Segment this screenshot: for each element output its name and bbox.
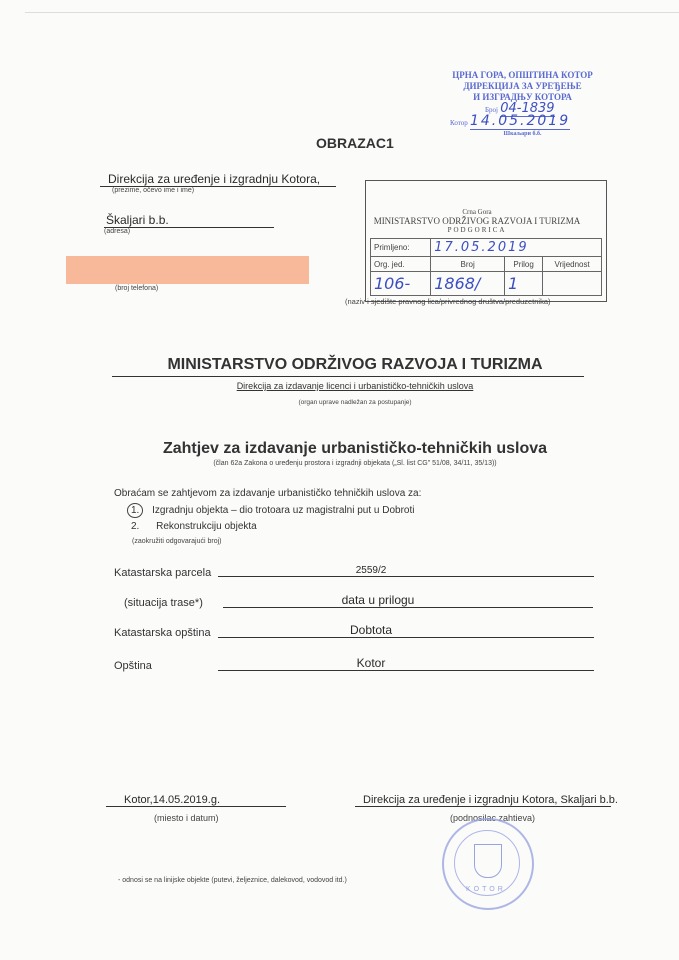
applicant-name: [100, 172, 336, 194]
authority-title: MINISTARSTVO ODRŽIVOG RAZVOJA I TURIZMA: [167, 356, 543, 373]
stamp-line-2: ДИРЕКЦИЈА ЗА УРЕЂЕЊЕ: [463, 81, 582, 91]
applicant-name-value: Direkcija za uređenje i izgradnju Kotora,: [100, 172, 336, 187]
request-title: Zahtjev za izdavanje urbanističko-tehničkih uslova: [162, 440, 548, 457]
option-2-number: 2.: [131, 521, 140, 532]
value-vrijednost: [543, 272, 602, 296]
authority-directorate: Direkcija za izdavanje licenci i urbanističko-tehničkih uslova: [236, 381, 474, 391]
form-title: OBRAZAC1: [316, 135, 394, 151]
field-value-situacija: data u prilogu: [223, 593, 593, 608]
place-date-caption: (miesto i datum): [154, 813, 219, 823]
registry-ministry: MINISTARSTVO ODRŽIVOG RAZVOJA I TURIZMA: [373, 216, 581, 226]
applicant-name-caption: (prezime, očevo ime i ime): [112, 187, 195, 194]
applicant-address-value: Škaljari b.b.: [104, 213, 274, 228]
place-date: [106, 794, 286, 823]
value-prilog: 1: [505, 272, 543, 296]
round-seal: [442, 818, 534, 910]
option-1: [127, 503, 415, 518]
phone-redaction: [66, 256, 309, 284]
seal-crest-icon: [474, 844, 502, 878]
field-value-parcela: 2559/2: [218, 565, 594, 577]
stamp-date: Котор 14.05.2019: [450, 113, 571, 129]
stamp-line-1: ЦРНА ГОРА, ОПШТИНА КОТОР: [452, 70, 593, 80]
seal-text: KOTOR: [466, 886, 506, 893]
header-broj: Broj: [431, 257, 505, 272]
applicant-signature-caption: (podnosilac zahtieva): [450, 813, 536, 823]
options-hint: (zaokružiti odgovarajući broj): [132, 538, 222, 545]
option-2: [131, 521, 257, 532]
field-label-opstina: Opština: [114, 660, 152, 672]
option-2-label: Rekonstrukciju objekta: [156, 521, 257, 532]
field-value-ko: Dobtota: [218, 623, 594, 638]
header-vrijednost: Vrijednost: [543, 257, 602, 272]
received-value: 17.05.2019: [431, 239, 602, 257]
scan-edge: [25, 12, 679, 13]
field-value-opstina: Kotor: [218, 656, 594, 671]
option-1-number: 1.: [127, 503, 143, 518]
option-1-label: Izgradnju objekta – dio trotoara uz magistralni put u Dobroti: [152, 505, 415, 516]
header-prilog: Prilog: [505, 257, 543, 272]
municipal-stamp: [430, 70, 615, 140]
applicant-signature-value: Direkcija za uređenje i izgradnju Kotora, Skaljari b.b.: [355, 794, 611, 807]
received-label: Primljeno:: [371, 239, 431, 257]
registry-caption: (naziv i sjedište pravnog lica/privrednog društva/preduzetnika): [345, 297, 551, 306]
place-date-value: Kotor,14.05.2019.g.: [106, 794, 286, 807]
field-label-ko: Katastarska opština: [114, 627, 211, 639]
registry-city: PODGORICA: [447, 226, 507, 234]
registry-stamp: [342, 208, 612, 234]
request-intro: Obraćam se zahtjevom za izdavanje urbanističko tehničkih uslova za:: [114, 488, 422, 499]
field-label-parcela: Katastarska parcela: [114, 567, 212, 579]
registry-table: [370, 238, 602, 296]
header-org: Org. jed.: [371, 257, 431, 272]
authority-rule: [112, 376, 584, 377]
stamp-broj: Број 04-1839: [485, 101, 555, 116]
request-legal-basis: (član 62a Zakona o uređenju prostora i izgradnji objekata („Sl. list CG" 51/08, 34/11, 35/13)): [213, 460, 497, 467]
phone-caption: (broj telefona): [115, 285, 159, 292]
registry-country: Crna Gora: [462, 208, 492, 216]
authority-caption: (organ uprave nadležan za postupanje): [298, 399, 412, 406]
value-broj: 1868/: [431, 272, 505, 296]
field-label-situacija: (situacija trase*): [124, 597, 203, 609]
stamp-address: Шкаљари б.б.: [503, 131, 542, 137]
value-org: 106-: [371, 272, 431, 296]
footnote: - odnosi se na linijske objekte (putevi, željeznice, dalekovod, vodovod itd.): [118, 877, 347, 884]
applicant-address: [104, 213, 274, 235]
applicant-address-caption: (adresa): [104, 228, 131, 235]
stamp-line-3: И ИЗГРАДЊУ КОТОРА: [473, 92, 572, 102]
